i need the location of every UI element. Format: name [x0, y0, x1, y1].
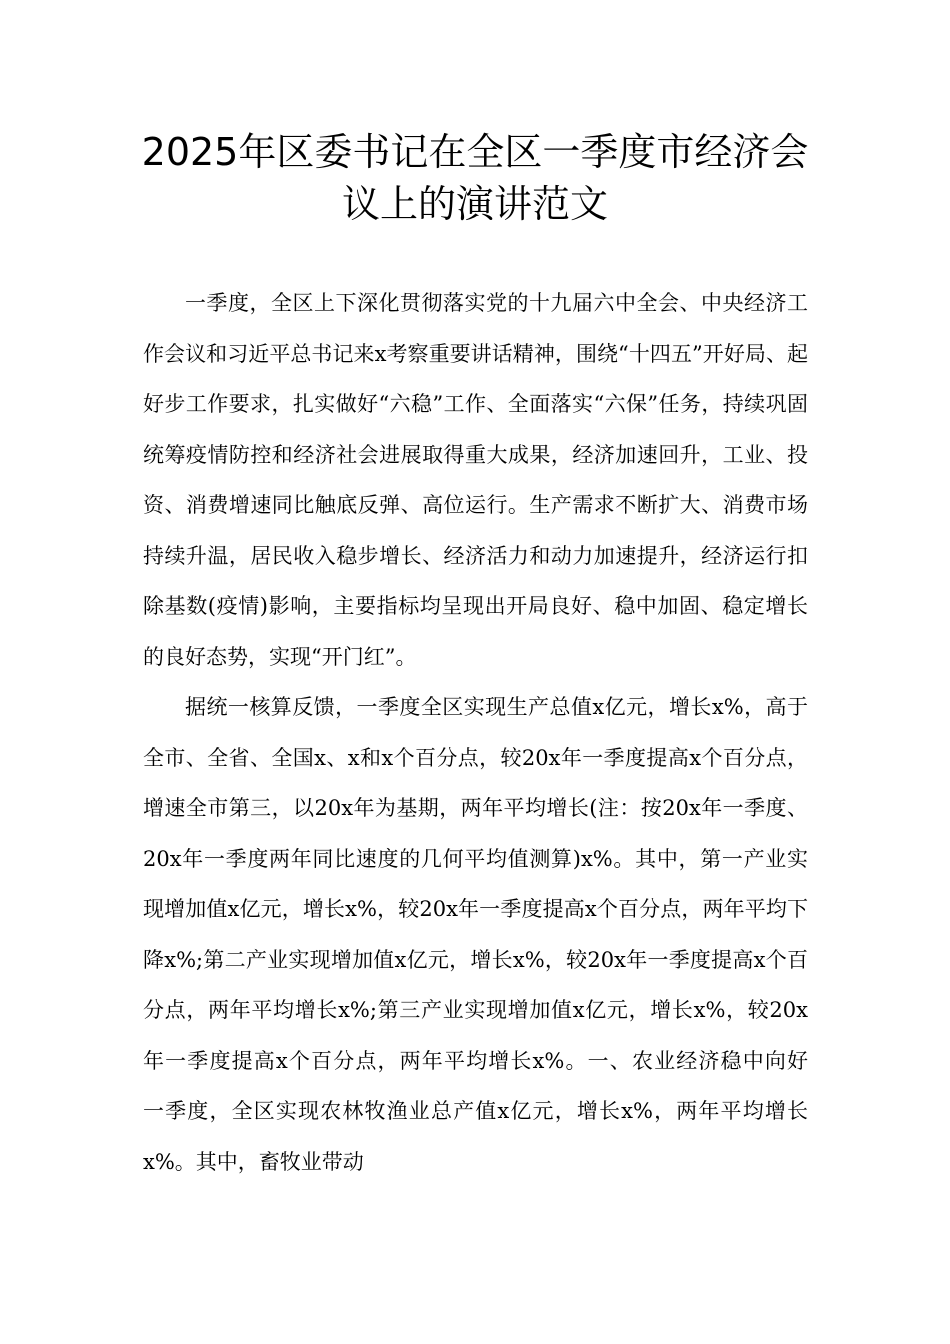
paragraph-1: 一季度，全区上下深化贯彻落实党的十九届六中全会、中央经济工作会议和习近平总书记来x考察重要讲话精神，围绕“十四五”开好局、起好步工作要求，扎实做好“六稳”工作、全面落实“六保”任务，持续巩固统筹疫情防控和经济社会进展取得重大成果，经济加速回升，工业、投资、消费增速同比触底反弹、高位运行。生产需求不断扩大、消费市场持续升温，居民收入稳步增长、经济活力和动力加速提升，经济运行扣除基数(疫情)影响，主要指标均呈现出开局良好、稳中加固、稳定增长的良好态势，实现“开门红”。: [143, 291, 808, 669]
paragraph-2: 据统一核算反馈，一季度全区实现生产总值x亿元，增长x%，高于全市、全省、全国x、x和x个百分点，较20x年一季度提高x个百分点，增速全市第三，以20x年为基期，两年平均增长(注：按20x年一季度、20x年一季度两年同比速度的几何平均值测算)x%。其中，第一产业实现增加值x亿元，增长x%，较20x年一季度提高x个百分点，两年平均下降x%;第二产业实现增加值x亿元，增长x%，较20x年一季度提高x个百分点，两年平均增长x%;第三产业实现增加值x亿元，增长x%，较20x年一季度提高x个百分点，两年平均增长x%。一、农业经济稳中向好 一季度，全区实现农林牧渔业总产值x亿元，增长x%，两年平均增长x%。其中，畜牧业带动: [143, 695, 850, 1174]
title-line-2: 议上的演讲范文: [341, 182, 608, 226]
title-line-1: 2025年区委书记在全区一季度市经济会: [141, 130, 809, 174]
document-body: [143, 278, 850, 1187]
document-title: [110, 126, 840, 230]
